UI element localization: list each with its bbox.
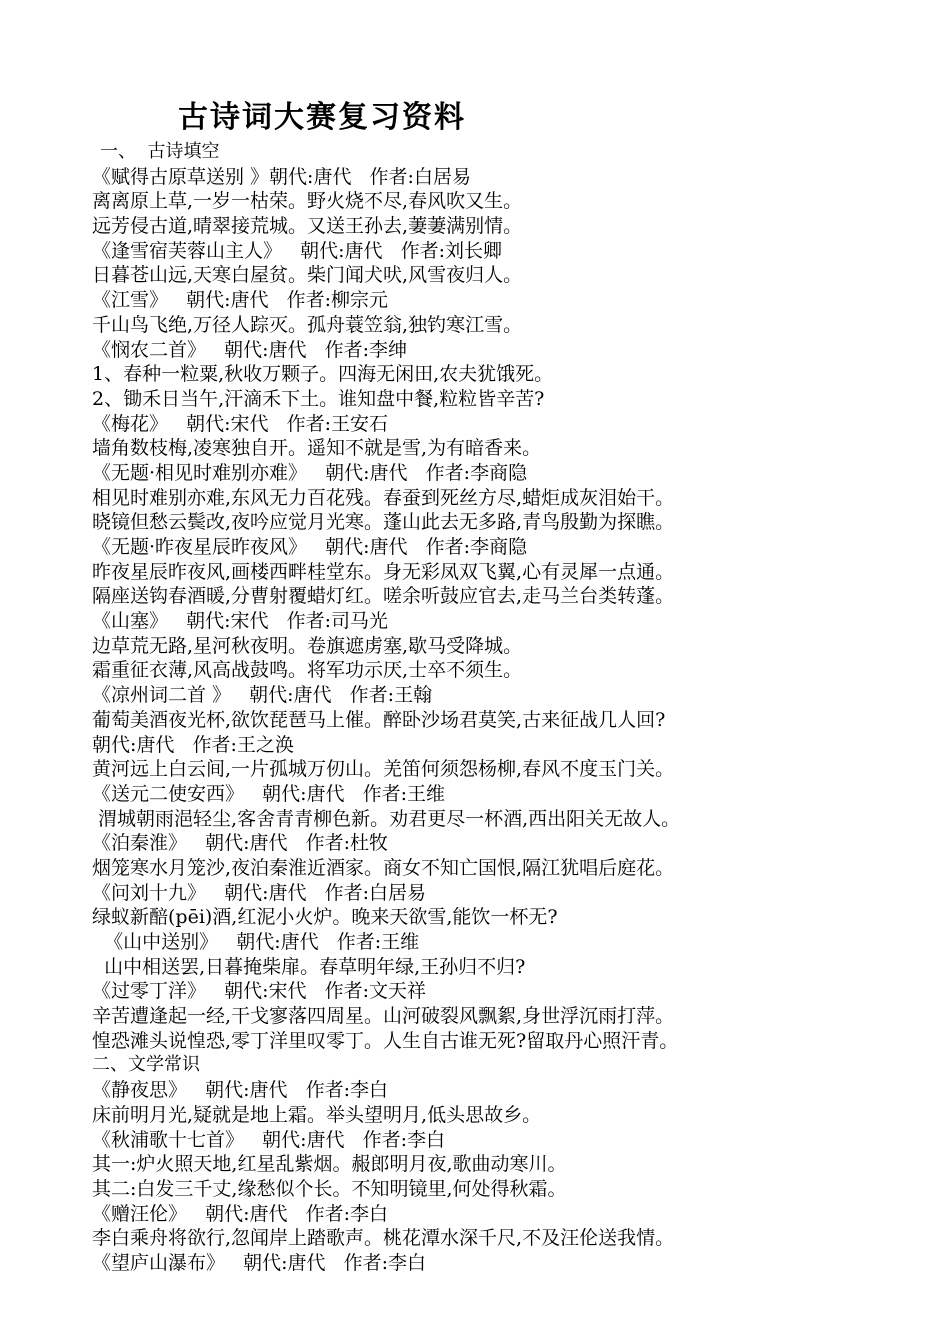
poem-title-line: 《泊秦淮》 朝代:唐代 作者:杜牧 [92,832,389,855]
verse-line: 离离原上草,一岁一枯荣。野火烧不尽,春风吹又生。 [92,190,523,213]
poem-title-line: 《无题·相见时难别亦难》 朝代:唐代 作者:李商隐 [92,461,528,484]
verse-line: 其二:白发三千丈,缘愁似个长。不知明镜里,何处得秋霜。 [92,1177,567,1200]
verse-line: 黄河远上白云间,一片孤城万仞山。羌笛何须怨杨柳,春风不度玉门关。 [92,758,675,781]
verse-line: 渭城朝雨浥轻尘,客舍青青柳色新。劝君更尽一杯酒,西出阳关无故人。 [92,807,681,830]
poem-title-line: 《赠汪伦》 朝代:唐代 作者:李白 [92,1202,389,1225]
poem-title-line: 《秋浦歌十七首》 朝代:唐代 作者:李白 [92,1128,446,1151]
verse-line: 其一:炉火照天地,红星乱紫烟。赧郎明月夜,歌曲动寒川。 [92,1153,567,1176]
document-title: 古诗词大赛复习资料 [178,100,466,135]
verse-line: 惶恐滩头说惶恐,零丁洋里叹零丁。人生自古谁无死?留取丹心照汗青。 [92,1029,679,1052]
poem-title-line: 《凉州词二首 》 朝代:唐代 作者:王翰 [92,684,433,707]
poem-title-line: 朝代:唐代 作者:王之涣 [92,733,294,756]
section-heading: 二、文学常识 [92,1054,200,1076]
poem-title-line: 《望庐山瀑布》 朝代:唐代 作者:李白 [92,1251,427,1274]
poem-title-line: 《送元二使安西》 朝代:唐代 作者:王维 [92,782,446,805]
verse-line: 山中相送罢,日暮掩柴扉。春草明年绿,王孙归不归? [92,955,526,978]
verse-line: 日暮苍山远,天寒白屋贫。柴门闻犬吠,风雪夜归人。 [92,264,523,287]
poem-title-line: 《梅花》 朝代:宋代 作者:王安石 [92,412,389,435]
verse-line: 李白乘舟将欲行,忽闻岸上踏歌声。桃花潭水深千尺,不及汪伦送我情。 [92,1227,675,1250]
poem-title-line: 《逢雪宿芙蓉山主人》 朝代:唐代 作者:刘长卿 [92,239,503,262]
verse-line: 晓镜但愁云鬓改,夜吟应觉月光寒。蓬山此去无多路,青鸟殷勤为探瞧。 [92,511,675,534]
verse-line: 床前明月光,疑就是地上霜。举头望明月,低头思故乡。 [92,1103,542,1126]
verse-line: 边草荒无路,星河秋夜明。卷旗遮虏塞,歇马受降城。 [92,634,523,657]
poem-title-line: 《问刘十九》 朝代:唐代 作者:白居易 [92,881,427,904]
verse-line: 烟笼寒水月笼沙,夜泊秦淮近酒家。商女不知亡国恨,隔江犹唱后庭花。 [92,856,675,879]
verse-line: 辛苦遭逢起一经,干戈寥落四周星。山河破裂风飘絮,身世浮沉雨打萍。 [92,1005,675,1028]
document-body [0,140,950,1276]
verse-line: 昨夜星辰昨夜风,画楼西畔桂堂东。身无彩凤双飞翼,心有灵犀一点通。 [92,560,675,583]
poem-title-line: 《过零丁洋》 朝代:宋代 作者:文天祥 [92,980,427,1003]
verse-line: 2、锄禾日当午,汗滴禾下土。谁知盘中餐,粒粒皆辛苦? [92,387,545,410]
poem-title-line: 《静夜思》 朝代:唐代 作者:李白 [92,1079,389,1102]
verse-line: 霜重征衣薄,风高战鼓鸣。将军功示厌,士卒不须生。 [92,659,523,682]
verse-line: 千山鸟飞绝,万径人踪灭。孤舟蓑笠翁,独钓寒江雪。 [92,313,523,336]
poem-title-line: 《江雪》 朝代:唐代 作者:柳宗元 [92,289,389,312]
section-heading: 一、 古诗填空 [100,141,220,162]
poem-title-line: 《赋得古原草送别 》朝代:唐代 作者:白居易 [92,165,471,188]
poem-title-line: 《悯农二首》 朝代:唐代 作者:李绅 [92,338,408,361]
verse-line: 1、春种一粒粟,秋收万颗子。四海无闲田,农夫犹饿死。 [92,363,554,386]
poem-title-line: 《无题·昨夜星辰昨夜风》 朝代:唐代 作者:李商隐 [92,536,528,558]
verse-line: 墙角数枝梅,凌寒独自开。遥知不就是雪,为有暗香来。 [92,437,542,460]
verse-line: 相见时难别亦难,东风无力百花残。春蚕到死丝方尽,蜡炬成灰泪始干。 [92,486,675,509]
verse-line: 隔座送钩春酒暖,分曹射覆蜡灯红。嗟余听鼓应官去,走马兰台类转蓬。 [92,585,675,608]
verse-line: 绿蚁新醅(pēi)酒,红泥小火炉。晚来天欲雪,能饮一杯无? [92,906,558,929]
poem-title-line: 《山塞》 朝代:宋代 作者:司马光 [92,610,389,633]
poem-title-line: 《山中送别》 朝代:唐代 作者:王维 [92,931,420,953]
verse-line: 远芳侵古道,晴翠接荒城。又送王孙去,萋萋满别情。 [92,215,523,238]
verse-line: 葡萄美酒夜光杯,欲饮琵琶马上催。醉卧沙场君莫笑,古来征战几人回? [92,708,666,731]
